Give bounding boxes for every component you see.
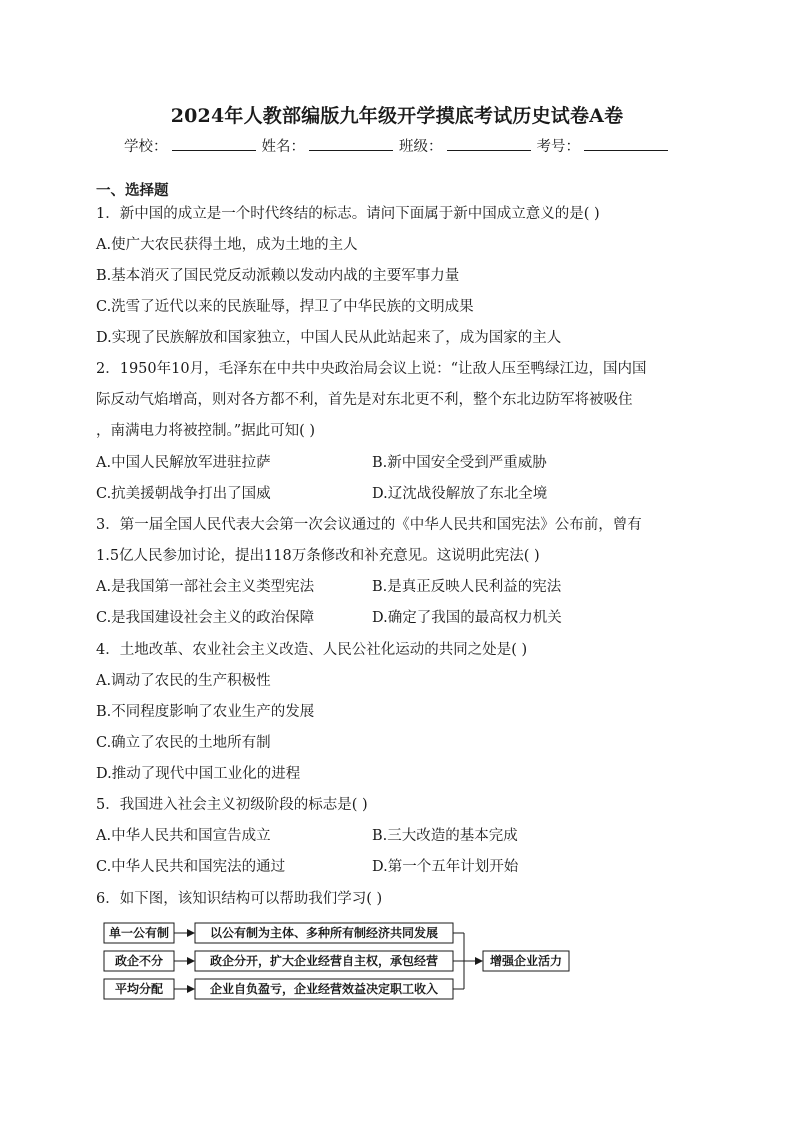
diagram-label-middle-3: 企业自负盈亏，企业经营效益决定职工收入 <box>209 982 439 996</box>
class-blank[interactable] <box>447 136 531 151</box>
question-5-stem: 5．我国进入社会主义初级阶段的标志是( ) <box>96 797 368 813</box>
diagram-label-left-2: 政企不分 <box>114 954 164 968</box>
diagram-label-result: 增强企业活力 <box>489 954 563 968</box>
diagram-label-middle-2: 政企分开，扩大企业经营自主权，承包经营 <box>209 954 439 968</box>
question-3-option-c: C.是我国建设社会主义的政治保障 <box>96 610 315 626</box>
question-3-stem-line-2: 1.5亿人民参加讨论，提出118万条修改和补充意见。这说明此宪法( ) <box>96 548 540 564</box>
question-2-stem-line-3: ，南满电力将被控制。”据此可知( ) <box>96 423 316 439</box>
question-5-option-b: B.三大改造的基本完成 <box>372 828 518 844</box>
diagram-label-left-3: 平均分配 <box>114 982 164 996</box>
question-2-option-a: A.中国人民解放军进驻拉萨 <box>96 455 271 471</box>
question-6-stem: 6．如下图，该知识结构可以帮助我们学习( ) <box>96 891 383 907</box>
section-heading: 一、选择题 <box>96 183 169 199</box>
question-1-option-b: B.基本消灭了国民党反动派赖以发动内战的主要军事力量 <box>96 268 460 284</box>
number-label: 考号： <box>536 139 580 155</box>
question-3-option-a: A.是我国第一部社会主义类型宪法 <box>96 579 315 595</box>
question-4-option-c: C.确立了农民的土地所有制 <box>96 735 271 751</box>
class-label: 班级： <box>399 139 443 155</box>
question-1-option-a: A.使广大农民获得土地，成为土地的主人 <box>96 237 358 253</box>
question-4-option-d: D.推动了现代中国工业化的进程 <box>96 766 301 782</box>
question-5-option-a: A.中华人民共和国宣告成立 <box>96 828 271 844</box>
number-blank[interactable] <box>584 136 668 151</box>
question-3-stem-line-1: 3．第一届全国人民代表大会第一次会议通过的《中华人民共和国宪法》公布前，曾有 <box>96 517 642 533</box>
question-4-stem: 4．土地改革、农业社会主义改造、人民公社化运动的共同之处是( ) <box>96 642 528 658</box>
question-2-stem-line-2: 际反动气焰增高，则对各方都不利，首先是对东北更不利，整个东北边防军将被吸住 <box>96 392 633 408</box>
school-label: 学校： <box>124 139 168 155</box>
question-5-option-c: C.中华人民共和国宪法的通过 <box>96 859 286 875</box>
diagram-label-middle-1: 以公有制为主体、多种所有制经济共同发展 <box>209 926 439 940</box>
question-2-option-d: D.辽沈战役解放了东北全境 <box>372 486 548 502</box>
page-title: 2024年人教部编版九年级开学摸底考试历史试卷A卷 <box>170 105 624 127</box>
question-2-option-c: C.抗美援朝战争打出了国威 <box>96 486 271 502</box>
question-1-option-c: C.洗雪了近代以来的民族耻辱，捍卫了中华民族的文明成果 <box>96 299 474 315</box>
question-2-stem-line-1: 2．1950年10月，毛泽东在中共中央政治局会议上说：“让敌人压至鸭绿江边，国内国 <box>96 361 647 377</box>
question-1-option-d: D.实现了民族解放和国家独立，中国人民从此站起来了，成为国家的主人 <box>96 330 562 346</box>
question-3-option-b: B.是真正反映人民利益的宪法 <box>372 579 562 595</box>
diagram-label-left-1: 单一公有制 <box>108 926 170 940</box>
question-4-option-a: A.调动了农民的生产积极性 <box>96 673 271 689</box>
name-label: 姓名： <box>261 139 305 155</box>
question-2-option-b: B.新中国安全受到严重威胁 <box>372 455 547 471</box>
student-info-row <box>124 135 674 156</box>
question-1-stem: 1．新中国的成立是一个时代终结的标志。请问下面属于新中国成立意义的是( ) <box>96 206 600 222</box>
knowledge-structure-diagram <box>96 916 576 1006</box>
question-5-option-d: D.第一个五年计划开始 <box>372 859 519 875</box>
name-blank[interactable] <box>309 136 393 151</box>
school-blank[interactable] <box>172 136 256 151</box>
question-3-option-d: D.确定了我国的最高权力机关 <box>372 610 562 626</box>
question-4-option-b: B.不同程度影响了农业生产的发展 <box>96 704 315 720</box>
